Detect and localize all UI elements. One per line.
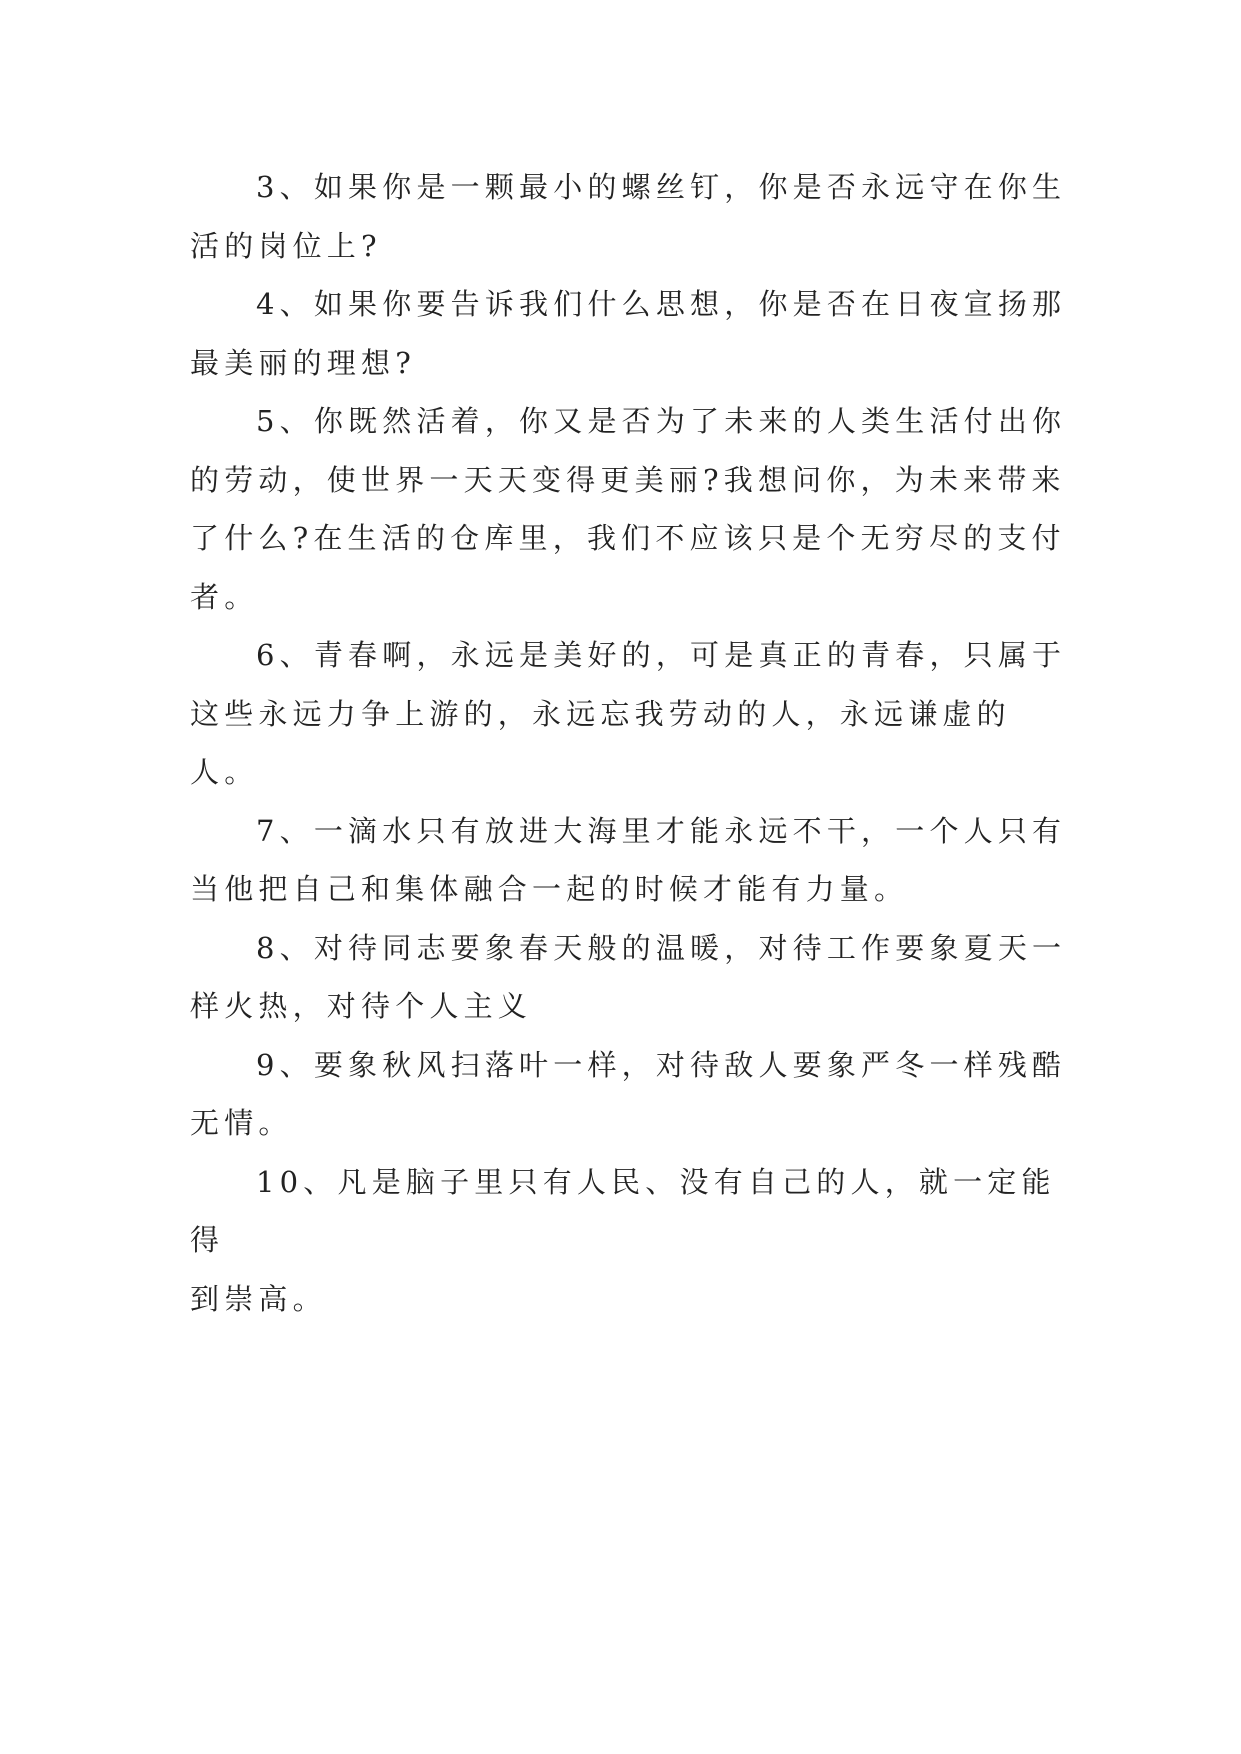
paragraph-8 [190, 919, 1070, 1036]
paragraph-7 [190, 802, 1070, 919]
paragraph-line: 6、青春啊，永远是美好的，可是真正的青春，只属于 [256, 638, 1067, 672]
paragraph-9 [190, 1036, 1070, 1153]
paragraph-line: 5、你既然活着，你又是否为了未来的人类生活付出你 [256, 404, 1067, 438]
paragraph-line: 者。 [190, 579, 259, 614]
paragraph-line: 3、如果你是一颗最小的螺丝钉，你是否永远守在你生 [256, 170, 1067, 204]
paragraph-line: 8、对待同志要象春天般的温暖，对待工作要象夏天一 [256, 930, 1067, 965]
paragraph-line: 4、如果你要告诉我们什么思想，你是否在日夜宣扬那 [256, 287, 1067, 321]
document-body [190, 158, 1070, 1328]
paragraph-4 [190, 275, 1070, 392]
paragraph-line: 最美丽的理想? [190, 345, 416, 380]
paragraph-5 [190, 392, 1070, 626]
paragraph-line: 了什么?在生活的仓库里，我们不应该只是个无穷尽的支付 [190, 521, 1066, 555]
paragraph-line: 活的岗位上? [190, 228, 382, 263]
paragraph-line: 到崇高。 [190, 1281, 327, 1316]
paragraph-10 [190, 1153, 1070, 1329]
paragraph-line: 当他把自己和集体融合一起的时候才能有力量。 [190, 872, 909, 906]
paragraph-line: 7、一滴水只有放进大海里才能永远不干，一个人只有 [256, 813, 1067, 848]
paragraph-6 [190, 626, 1070, 802]
paragraph-line: 9、要象秋风扫落叶一样，对待敌人要象严冬一样残酷 [256, 1047, 1067, 1082]
paragraph-3 [190, 158, 1070, 275]
paragraph-line: 这些永远力争上游的，永远忘我劳动的人，永远谦虚的人。 [190, 696, 1011, 789]
paragraph-line: 无情。 [190, 1106, 293, 1140]
paragraph-line: 样火热，对待个人主义 [190, 989, 533, 1023]
paragraph-line: 10、凡是脑子里只有人民、没有自己的人，就一定能得 [190, 1164, 1056, 1257]
paragraph-line: 的劳动，使世界一天天变得更美丽?我想问你，为未来带来 [190, 462, 1066, 497]
